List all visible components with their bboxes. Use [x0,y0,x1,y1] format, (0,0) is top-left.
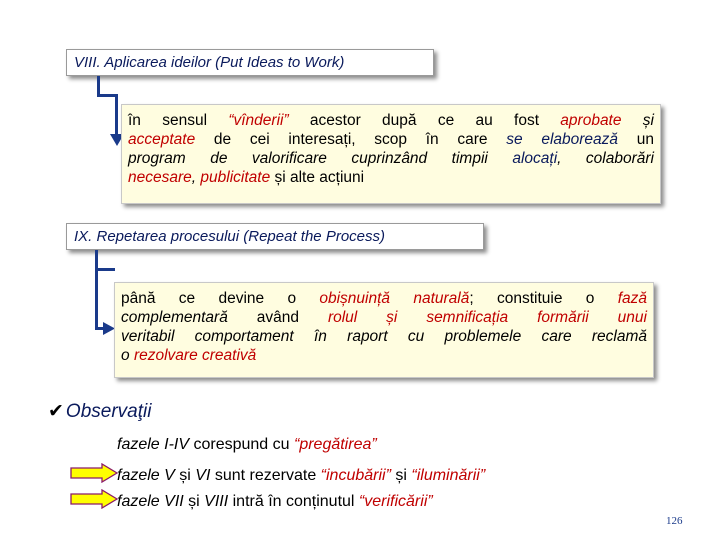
observation-item: fazele VII și VIII intră în conținutul “verificării” [117,493,433,510]
section-9-title: IX. Repetarea procesului (Repeat the Process) [66,223,484,250]
section-8-content [121,104,661,204]
text-line: în sensul “vînderii” acestor după ce au fost aprobate și [128,112,654,129]
checkmark-icon: ✔ [48,401,64,422]
section-8-title: VIII. Aplicarea ideilor (Put Ideas to Work) [66,49,434,76]
section-9-content [114,282,654,378]
text-line: o rezolvare creativă [121,347,257,364]
text-line: veritabil comportament în raport cu problemele care reclamă [121,328,647,345]
connector-line [95,268,115,271]
yellow-arrow-icon [70,463,118,483]
text-line: complementară având rolul și semnificația formării unui [121,309,647,326]
observation-item: fazele V și VI sunt rezervate “incubării” și “iluminării” [117,467,486,484]
connector-line [97,94,117,97]
text-line: necesare, publicitate și alte acțiuni [128,169,365,186]
page-number: 126 [666,515,683,527]
text-line: program de valorificare cuprinzând timpii alocați, colaborări [128,150,654,167]
yellow-arrow-icon [70,489,118,509]
text-line: acceptate de cei interesați, scop în care se elaborează un [128,131,654,148]
connector-line [95,268,98,330]
observation-item: fazele I-IV corespund cu “pregătirea” [117,436,377,453]
connector-line [115,94,118,138]
text-line: până ce devine o obișnuință naturală; constituie o fază [121,290,647,307]
observations-heading: ✔ Observaţii [48,401,152,422]
